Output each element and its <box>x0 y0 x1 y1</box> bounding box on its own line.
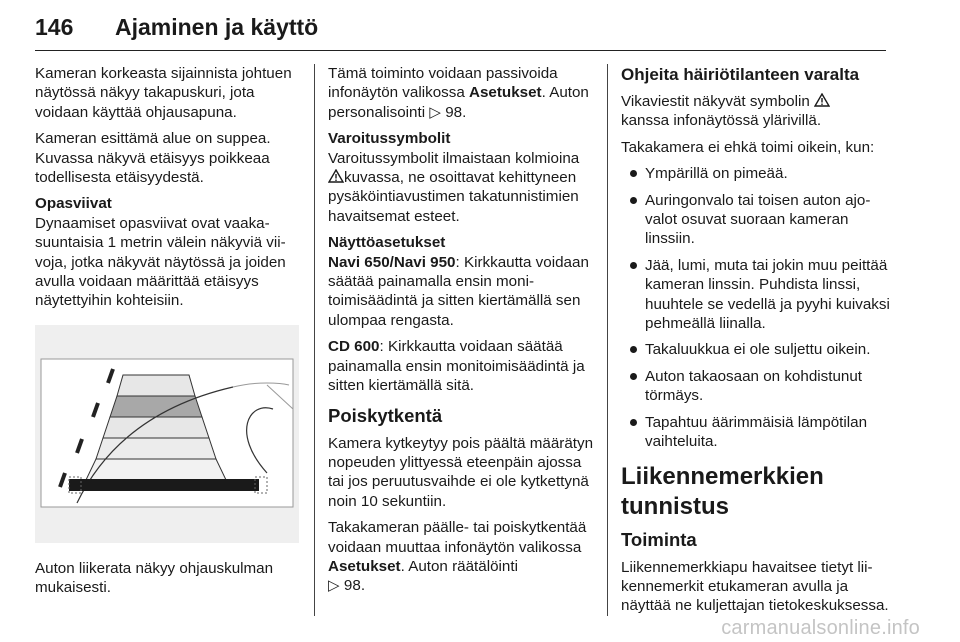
bullet-icon <box>630 419 637 426</box>
bullet-icon <box>630 197 637 204</box>
column-divider <box>607 64 608 616</box>
paragraph: Takakamera ei ehkä toimi oikein, kun: <box>621 138 875 156</box>
heading-liikennemerkkien-tunnistus: Liikennemerkkien tunnistus <box>621 462 824 520</box>
list-item: Tapahtuu äärimmäisiä lämpötilan vaihteluita. <box>621 413 893 452</box>
page-reference: 98. <box>445 103 467 121</box>
chapter-title: Ajaminen ja käyttö <box>115 14 319 40</box>
heading-poiskytkenta: Poiskytkentä <box>328 404 443 426</box>
paragraph: Liikennemerkkiapu havaitsee tietyt liikennemerkit etukameran avulla ja näyttää ne kuljettajan tietokeskuksessa. <box>621 558 889 615</box>
paragraph: Varoitussymbolit ilmaistaan kolmioina kuvassa, ne osoittavat kehittyneen pysäköintiavustimen takatunnistimien havaitsemat esteet. <box>328 149 580 225</box>
rear-bumper <box>69 479 259 491</box>
list-item: Auringonvalo tai toisen auton ajovalot osuvat suoraan kameran linssiin. <box>621 191 893 249</box>
list-item: Takaluukkua ei ole suljettu oikein. <box>621 340 893 359</box>
heading-opasviivat: Opasviivat <box>35 195 112 213</box>
heading-varoitussymbolit: Varoitussymbolit <box>328 130 451 148</box>
page-header <box>35 6 886 51</box>
bullet-icon <box>630 373 637 380</box>
bullet-list <box>621 164 893 451</box>
heading-ohjeita: Ohjeita häiriötilanteen varalta <box>621 65 860 84</box>
list-item: Auton takaosaan on kohdistunut törmäys. <box>621 367 893 406</box>
diagram-caption: Auton liikerata näkyy ohjauskulman mukaisesti. <box>35 559 274 597</box>
column-1 <box>35 64 303 605</box>
paragraph: Takakameran päälle- tai poiskytkentää voidaan muuttaa infonäytön valikossa Asetukset. Auton räätälöinti ▷ 98. <box>328 519 587 595</box>
bullet-icon <box>630 262 637 269</box>
list-item: Jää, lumi, muta tai jokin muu peittää kameran linssin. Puhdista linssi, huuhtele se vedellä ja pyyhi kuivaksi pehmeällä liinalla. <box>621 256 893 334</box>
paragraph: Kamera kytkeytyy pois päältä määrätyn nopeuden ylittyessä eteenpäin ajossa tai jos peruutusvaihde ei ole kytkettynä noin 10 sekuntiin. <box>328 434 594 510</box>
paragraph: Tämä toiminto voidaan passivoida infonäytön valikossa Asetukset. Auton personalisointi ▷ 98. <box>328 65 589 121</box>
watermark: carmanualsonline.info <box>721 617 920 639</box>
heading-toiminta: Toiminta <box>621 528 697 550</box>
paragraph: Vikaviestit näkyvät symbolin kanssa infonäytössä ylärivillä. <box>621 92 893 131</box>
heading-nayttoasetukset: Näyttöasetukset <box>328 234 446 252</box>
paragraph: Kameran korkeasta sijainnista johtuen näytössä näkyy takapuskuri, jota voidaan käyttää ohjausapuna. <box>35 65 292 121</box>
paragraph: Kameran esittämä alue on suppea. Kuvassa näkyvä etäisyys poikkeaa todellisesta etäisyydestä. <box>35 130 271 187</box>
paragraph: Navi 650/Navi 950: Kirkkautta voidaan säätää painamalla ensin monitoimisäädintä ja sitten kiertämällä sen ulompaa rengasta. <box>328 253 589 329</box>
guideline-diagram-svg <box>35 325 299 543</box>
arrow-reference-icon: ▷ <box>429 103 441 121</box>
warning-triangle-icon <box>814 93 830 107</box>
warning-triangle-icon <box>328 169 344 183</box>
column-2 <box>328 64 598 603</box>
bullet-icon <box>630 346 637 353</box>
guideline-diagram <box>35 325 299 543</box>
menu-term: Asetukset <box>328 557 401 575</box>
column-divider <box>314 64 315 616</box>
arrow-reference-icon: ▷ <box>328 577 340 595</box>
page-number: 146 <box>35 14 74 40</box>
page-reference: 98. <box>343 577 366 595</box>
column-3 <box>621 64 893 623</box>
paragraph: CD 600: Kirkkautta voidaan säätää painamalla ensin monitoimisäädintä ja sitten kiertämällä sitä. <box>328 338 585 395</box>
menu-term: Asetukset <box>469 84 542 102</box>
list-item: Ympärillä on pimeää. <box>621 164 893 183</box>
bullet-icon <box>630 170 637 177</box>
paragraph: Dynaamiset opasviivat ovat vaakasuuntaisia 1 metrin välein näkyviä viivoja, jotka näkyvät näytössä ja joiden avulla voidaan määrittää etäisyys näytettyihin kohteisiin. <box>35 214 286 310</box>
